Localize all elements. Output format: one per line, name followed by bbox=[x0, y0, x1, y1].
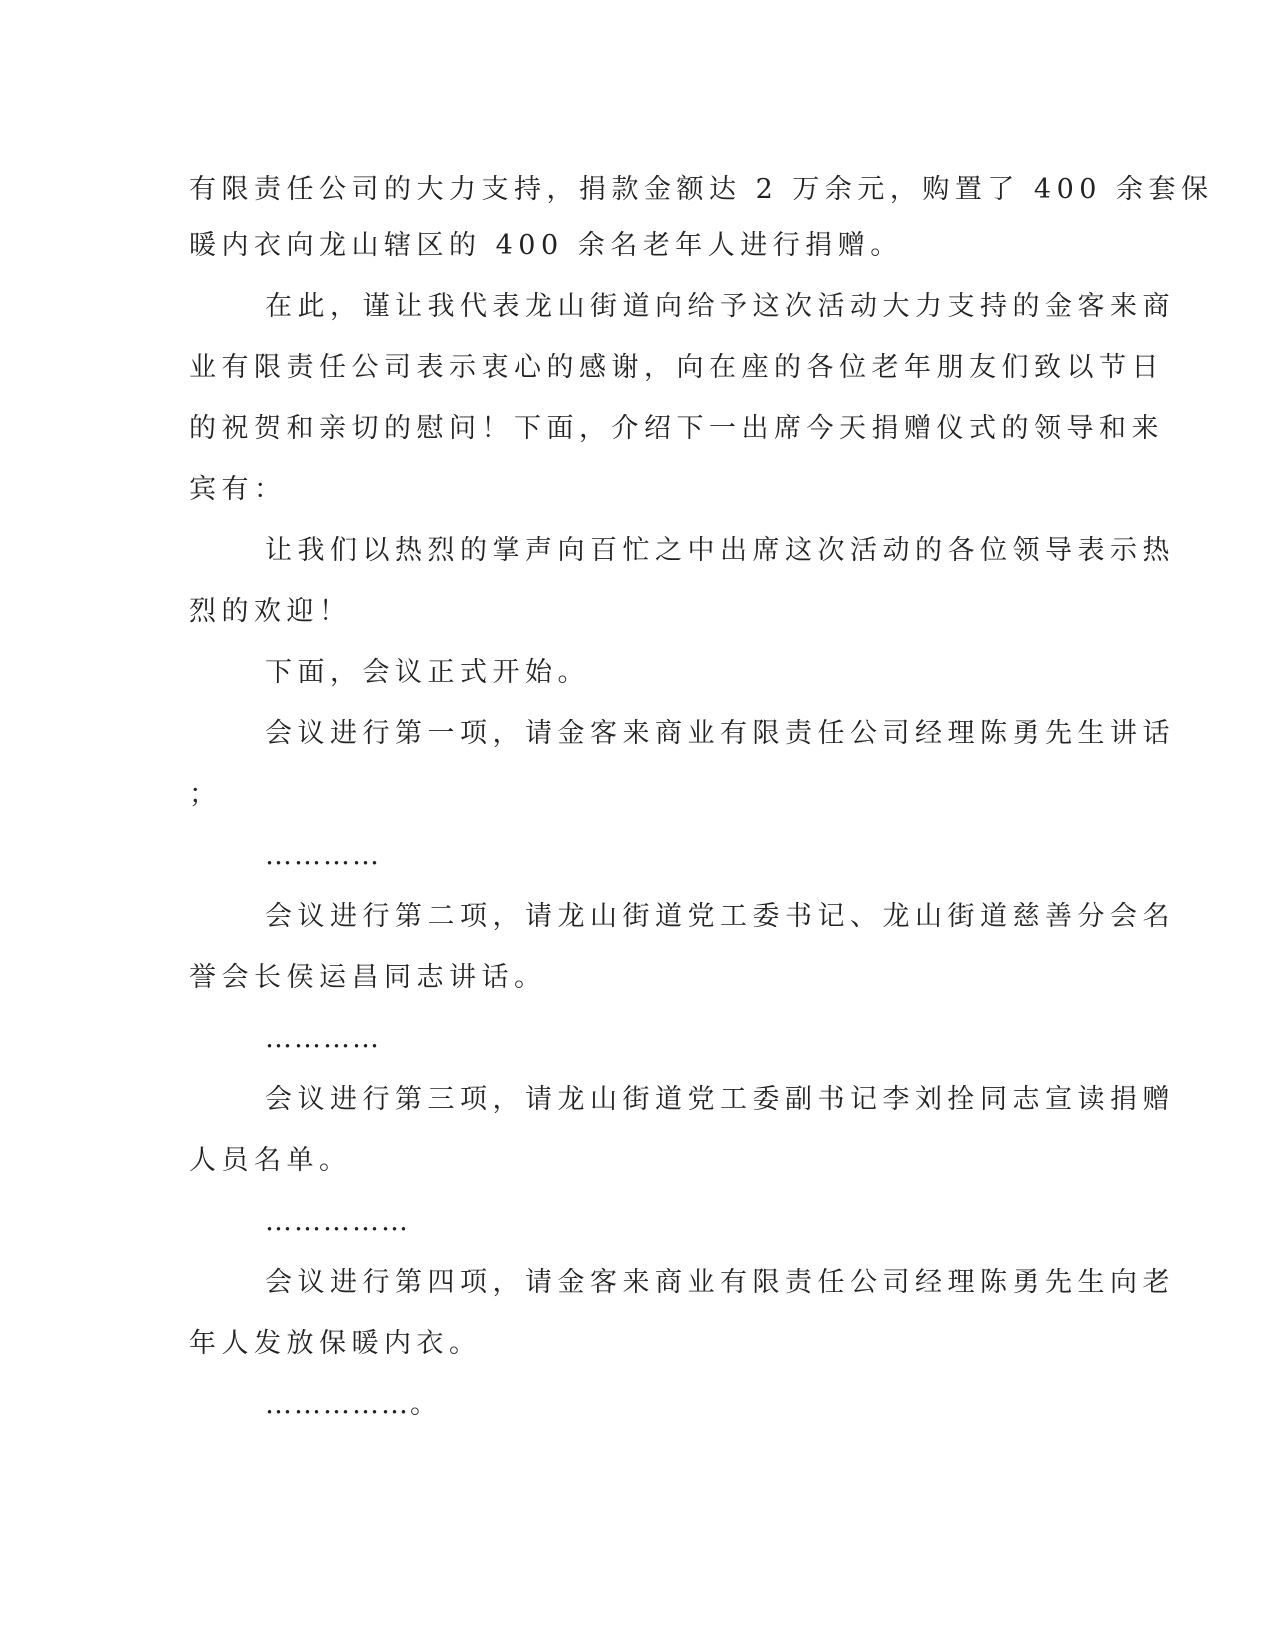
text-line: 暖内衣向龙山辖区的 400 余名老年人进行捐赠。 bbox=[189, 230, 903, 261]
paragraph-line: 在此，谨让我代表龙山街道向给予这次活动大力支持的金客来商 bbox=[265, 291, 1175, 322]
text-line: 烈的欢迎！ bbox=[189, 596, 352, 627]
ellipsis-line: ………… bbox=[265, 1023, 381, 1054]
paragraph-line: 会议进行第二项，请龙山街道党工委书记、龙山街道慈善分会名 bbox=[265, 901, 1175, 932]
text-line: 人员名单。 bbox=[189, 1145, 352, 1176]
paragraph-line: 会议进行第一项，请金客来商业有限责任公司经理陈勇先生讲话 bbox=[265, 718, 1175, 749]
paragraph-line: 会议进行第三项，请龙山街道党工委副书记李刘拴同志宣读捐赠 bbox=[265, 1084, 1175, 1115]
text-line: ； bbox=[189, 779, 222, 810]
ellipsis-line: …………… bbox=[265, 1206, 410, 1237]
ellipsis-line: ………… bbox=[265, 840, 381, 871]
text-line: 业有限责任公司表示衷心的感谢，向在座的各位老年朋友们致以节日 bbox=[189, 352, 1164, 383]
paragraph-line: 下面，会议正式开始。 bbox=[265, 657, 590, 688]
text-line: 宾有： bbox=[189, 474, 287, 505]
text-line: 有限责任公司的大力支持，捐款金额达 2 万余元，购置了 400 余套保 bbox=[189, 174, 1214, 205]
paragraph-line: 会议进行第四项，请金客来商业有限责任公司经理陈勇先生向老 bbox=[265, 1267, 1175, 1298]
text-line: 的祝贺和亲切的慰问！下面，介绍下一出席今天捐赠仪式的领导和来 bbox=[189, 413, 1164, 444]
text-line: 誉会长侯运昌同志讲话。 bbox=[189, 962, 547, 993]
paragraph-line: 让我们以热烈的掌声向百忙之中出席这次活动的各位领导表示热 bbox=[265, 535, 1175, 566]
ellipsis-line: ……………。 bbox=[265, 1389, 439, 1420]
text-line: 年人发放保暖内衣。 bbox=[189, 1328, 482, 1359]
